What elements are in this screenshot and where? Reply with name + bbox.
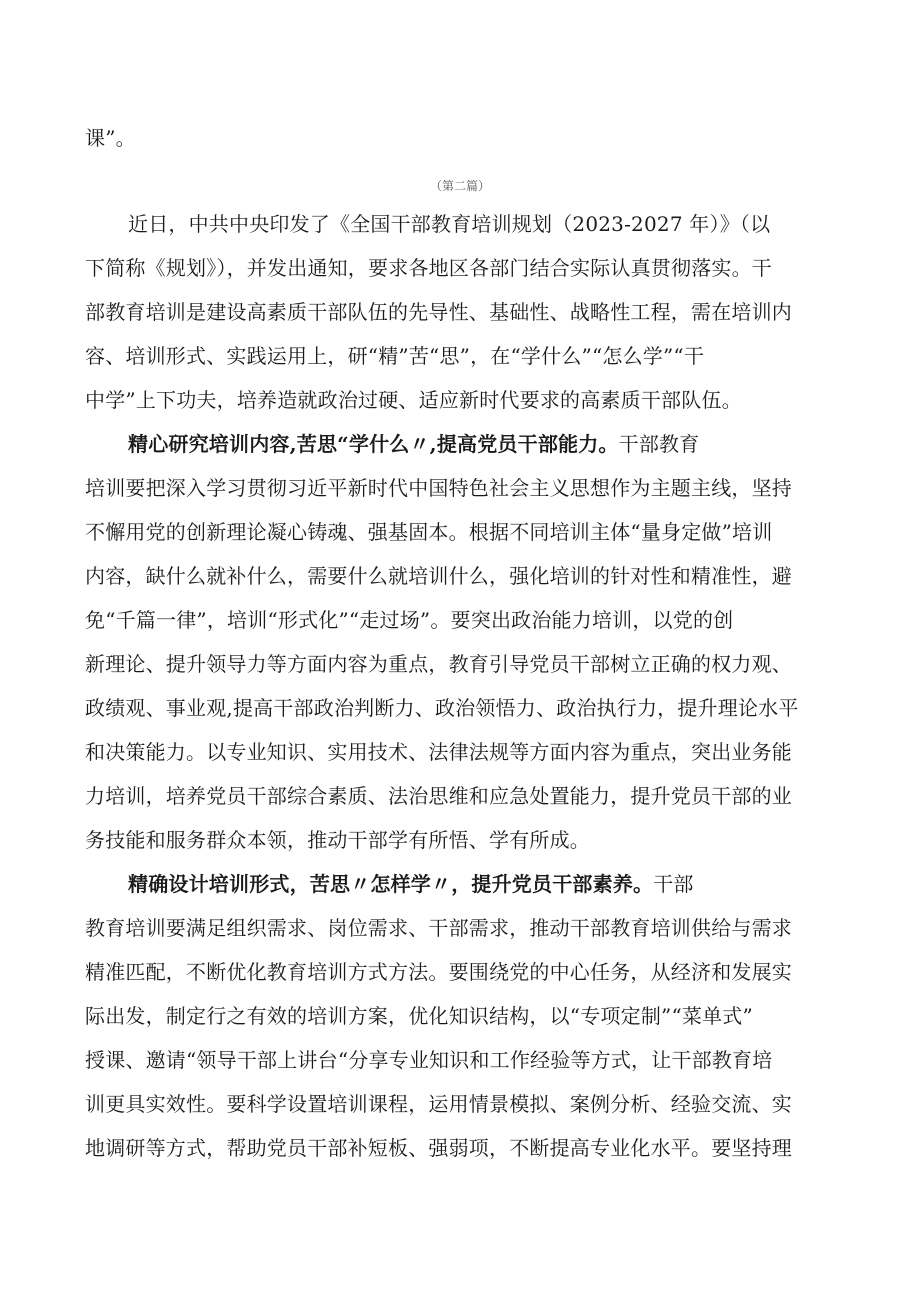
paragraph-3-line-6: 训更具实效性。要科学设置培训课程，运用情景模拟、案例分析、经验交流、实 bbox=[85, 1092, 792, 1116]
paragraph-2-line-1 bbox=[128, 430, 835, 458]
paragraph-3-line-3: 精准匹配，不断优化教育培训方式方法。要围绕党的中心任务，从经济和发展实 bbox=[85, 960, 792, 984]
paragraph-1-line-4: 容、培训形式、实践运用上，研“精”苦“思”，在“学什么”“怎么学”“干 bbox=[85, 344, 705, 368]
paragraph-1-line-3: 部教育培训是建设高素质干部队伍的先导性、基础性、战略性工程，需在培训内 bbox=[85, 300, 792, 324]
paragraph-3-heading: 精确设计培训形式，苦思〃怎样学〃，提升党员干部素养。 bbox=[128, 872, 654, 896]
paragraph-3-line-4: 际出发，制定行之有效的培训方案，优化知识结构，以“专项定制”“菜单式” bbox=[85, 1004, 753, 1028]
paragraph-3-line-1-rest: 干部 bbox=[653, 872, 694, 896]
paragraph-3-line-2: 教育培训要满足组织需求、岗位需求、干部需求，推动干部教育培训供给与需求 bbox=[85, 916, 792, 940]
paragraph-3-line-5: 授课、邀请“领导干部上讲台“分享专业知识和工作经验等方式，让干部教育培 bbox=[85, 1048, 773, 1072]
paragraph-2-heading: 精心研究培训内容,苦思“学什么〃,提高党员干部能力。 bbox=[128, 432, 619, 456]
paragraph-1-line-2: 下简称《规划》），并发出通知，要求各地区各部门结合实际认真贯彻落实。干 bbox=[85, 256, 772, 280]
paragraph-2-line-1-rest: 干部教育 bbox=[618, 432, 700, 456]
paragraph-2-line-8: 和决策能力。以专业知识、实用技术、法律法规等方面内容为重点，突出业务能 bbox=[85, 740, 792, 764]
paragraph-2-line-6: 新理论、提升领导力等方面内容为重点，教育引导党员干部树立正确的权力观、 bbox=[85, 652, 792, 676]
paragraph-1-line-1: 近日，中共中央印发了《全国干部教育培训规划（2023-2027 年）》（以 bbox=[128, 212, 771, 236]
paragraph-2-line-3: 不懈用党的创新理论凝心铸魂、强基固本。根据不同培训主体“量身定做”培训 bbox=[85, 520, 773, 544]
paragraph-1-line-5: 中学”上下功夫，培养造就政治过硬、适应新时代要求的高素质干部队伍。 bbox=[85, 388, 742, 412]
section-label: （第二篇） bbox=[429, 179, 490, 193]
paragraph-2-line-9: 力培训，培养党员干部综合素质、法治思维和应急处置能力，提升党员干部的业 bbox=[85, 784, 792, 808]
paragraph-2-line-10: 务技能和服务群众本领，推动干部学有所悟、学有所成。 bbox=[85, 828, 590, 852]
paragraph-2-line-2: 培训要把深入学习贯彻习近平新时代中国特色社会主义思想作为主题主线，坚持 bbox=[85, 476, 792, 500]
paragraph-2-line-7: 政绩观、事业观,提高干部政治判断力、政治领悟力、政治执行力，提升理论水平 bbox=[85, 696, 799, 720]
paragraph-2-line-5: 免“千篇一律”，培训“形式化”“走过场”。要突出政治能力培训，以党的创 bbox=[85, 608, 734, 632]
paragraph-3-line-7: 地调研等方式，帮助党员干部补短板、强弱项，不断提高专业化水平。要坚持理 bbox=[85, 1136, 792, 1160]
paragraph-3-line-1 bbox=[128, 870, 835, 898]
paragraph-2-line-4: 内容，缺什么就补什么，需要什么就培训什么，强化培训的针对性和精准性，避 bbox=[85, 564, 792, 588]
carryover-line: 课”。 bbox=[85, 126, 136, 150]
